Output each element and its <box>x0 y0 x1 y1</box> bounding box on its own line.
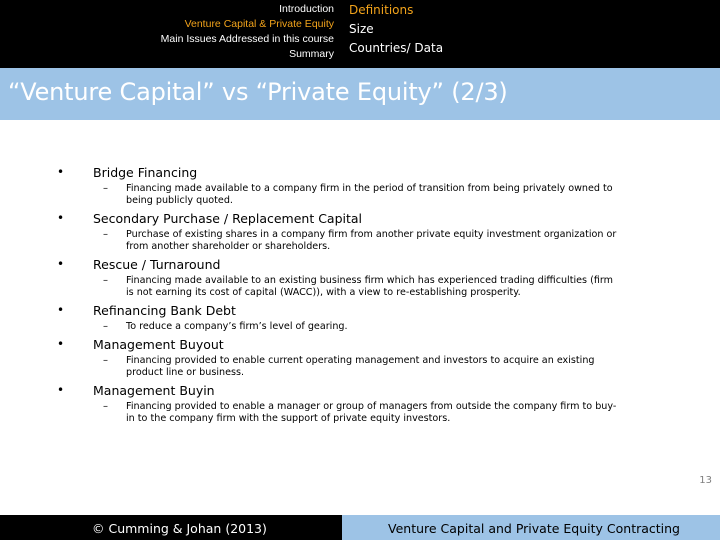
bullet-marker: • <box>57 165 65 179</box>
nav-item-summary[interactable]: Summary <box>289 48 334 60</box>
footer-copyright-bar <box>0 515 342 540</box>
detail-line: Purchase of existing shares in a company firm from another private equity investment organization or <box>126 229 617 240</box>
detail-line: from another shareholder or shareholders. <box>126 241 331 252</box>
bullet-detail <box>126 229 696 253</box>
bullet-detail <box>126 401 696 425</box>
bullet-label: Management Buyout <box>93 337 224 352</box>
subnav-item-size[interactable]: Size <box>349 22 374 36</box>
sub-bullet-marker: – <box>103 321 108 332</box>
detail-line: is not earning its cost of capital (WACC)), with a view to re-establishing prosperity. <box>126 287 521 298</box>
bullet-marker: • <box>57 383 65 397</box>
sub-bullet-marker: – <box>103 183 108 194</box>
nav-item-venture-capital-private-equity[interactable]: Venture Capital & Private Equity <box>184 18 334 30</box>
detail-line: Financing provided to enable current operating management and investors to acquire an existing <box>126 355 595 366</box>
sub-bullet-marker: – <box>103 401 108 412</box>
footer-course-bar <box>342 515 720 540</box>
detail-line: Financing provided to enable a manager or group of managers from outside the company firm to buy- <box>126 401 617 412</box>
detail-line: product line or business. <box>126 367 245 378</box>
nav-item-introduction[interactable]: Introduction <box>279 3 334 15</box>
detail-line: in to the company firm with the support of private equity investors. <box>126 413 451 424</box>
sub-bullet-marker: – <box>103 275 108 286</box>
sub-bullet-marker: – <box>103 355 108 366</box>
subnav-item-definitions[interactable]: Definitions <box>349 3 414 17</box>
slide-title: “Venture Capital” vs “Private Equity” (2/3) <box>8 78 508 106</box>
bullet-marker: • <box>57 303 65 317</box>
detail-line: To reduce a company’s firm’s level of gearing. <box>126 321 348 332</box>
bullet-detail <box>126 321 696 333</box>
bullet-detail <box>126 183 696 207</box>
bullet-marker: • <box>57 257 65 271</box>
bullet-detail <box>126 355 696 379</box>
sub-bullet-marker: – <box>103 229 108 240</box>
detail-line: Financing made available to an existing business firm which has experienced trading difficulties (firm <box>126 275 614 286</box>
subnav-item-countries-data[interactable]: Countries/ Data <box>349 41 444 55</box>
bullet-marker: • <box>57 211 65 225</box>
detail-line: being publicly quoted. <box>126 195 233 206</box>
bullet-label: Management Buyin <box>93 383 215 398</box>
bullet-label: Refinancing Bank Debt <box>93 303 236 318</box>
bullet-detail <box>126 275 696 299</box>
bullet-label: Bridge Financing <box>93 165 198 180</box>
nav-item-main-issues[interactable]: Main Issues Addressed in this course <box>160 33 334 45</box>
page-number: 13 <box>699 475 712 486</box>
footer-course-title: Venture Capital and Private Equity Contracting <box>388 521 680 536</box>
bullet-marker: • <box>57 337 65 351</box>
bullet-label: Rescue / Turnaround <box>93 257 221 272</box>
detail-line: Financing made available to a company firm in the period of transition from being privately owned to <box>126 183 613 194</box>
bullet-label: Secondary Purchase / Replacement Capital <box>93 211 363 226</box>
footer-copyright: © Cumming & Johan (2013) <box>92 521 267 536</box>
